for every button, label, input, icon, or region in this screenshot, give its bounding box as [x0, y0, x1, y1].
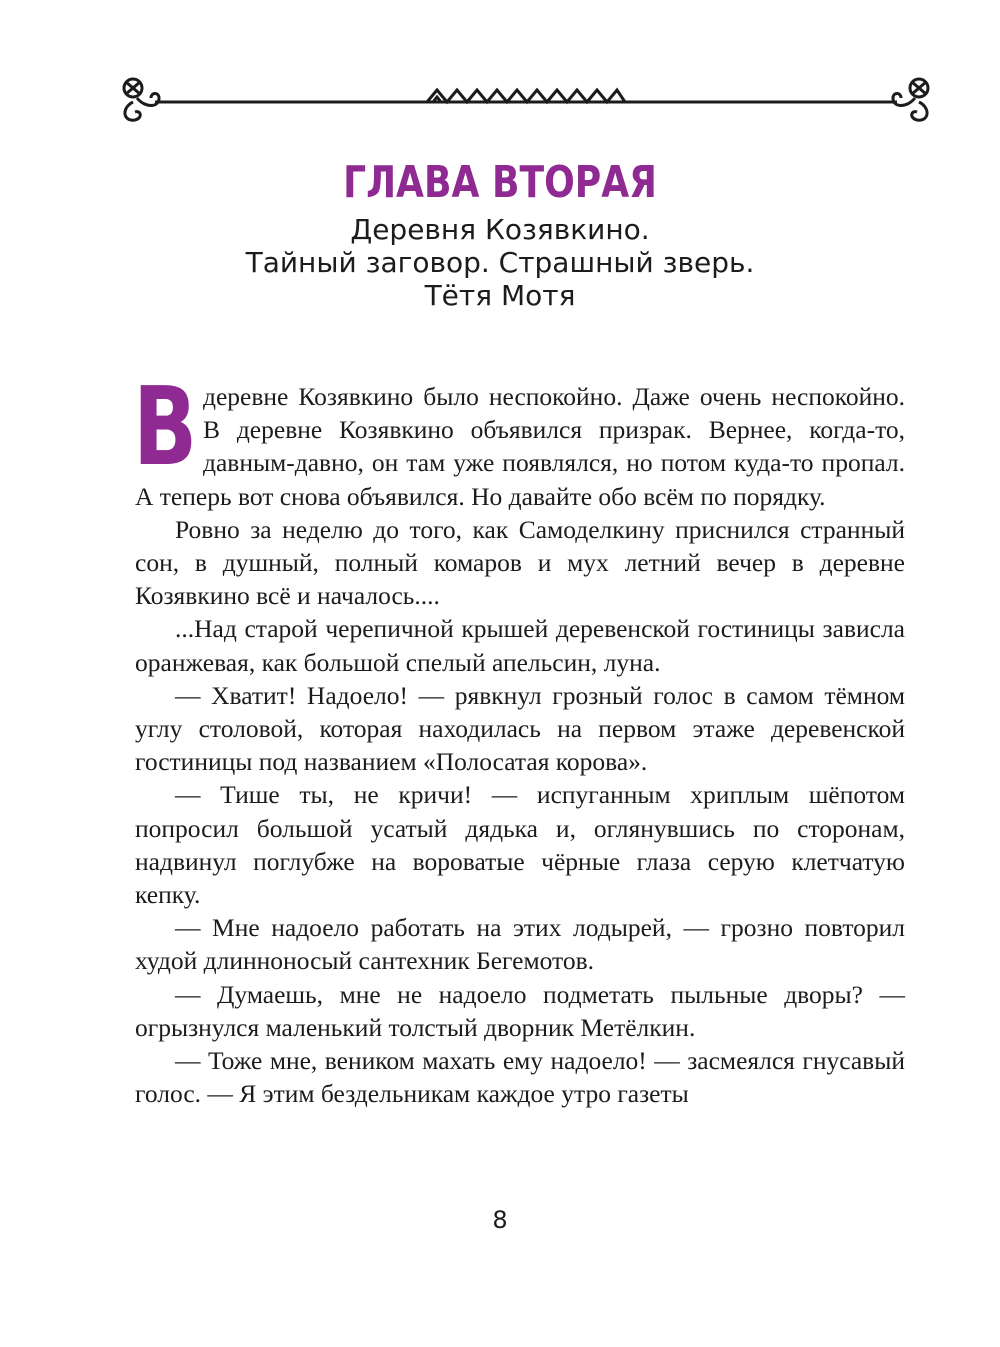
- chapter-subtitle: [0, 213, 1000, 312]
- paragraph-text: деревне Козявкино было неспокойно. Даже очень неспокойно. В деревне Козявкино объявился призрак. Вернее, когда-то, давным-давно, он там уже появлялся, но потом куда-то пропал. А теперь вот снова объявился. Но давайте обо всём по порядку.: [135, 382, 905, 511]
- paragraph: — Думаешь, мне не надоело подметать пыльные дворы? — огрызнулся маленький толстый дворник Метёлкин.: [135, 979, 905, 1042]
- subtitle-line: Тайный заговор. Страшный зверь.: [245, 246, 755, 279]
- left-flourish-icon: [124, 79, 159, 120]
- paragraph: — Мне надоело работать на этих лодырей, — грозно повторил худой длинноносый сантехник Бегемотов.: [135, 913, 905, 976]
- paragraph: ...Над старой черепичной крышей деревенской гостиницы зависла оранжевая, как большой спелый апельсин, луна.: [135, 614, 905, 677]
- right-flourish-icon: [893, 79, 928, 120]
- paragraph: — Тоже мне, веником махать ему надоело! — засмеялся гнусавый голос. — Я этим бездельникам каждое утро газеты: [135, 1046, 905, 1109]
- chapter-body: [133, 365, 905, 1110]
- chapter-title: ГЛАВА ВТОРАЯ: [343, 157, 657, 208]
- paragraph: — Хватит! Надоело! — рявкнул грозный голос в самом тёмном углу столовой, которая находилась на первом этаже деревенской гостиницы под названием «Полосатая корова».: [135, 680, 905, 777]
- paragraph: — Тише ты, не кричи! — испуганным хриплым шёпотом попросил большой усатый дядька и, оглянувшись по сторонам, надвинул поглубже на вороватые чёрные глаза серую клетчатую кепку.: [135, 780, 905, 910]
- page-number: 8: [492, 1206, 508, 1234]
- subtitle-line: Деревня Козявкино.: [350, 213, 650, 246]
- drop-cap: В: [133, 365, 198, 490]
- zigzag-ornament: [427, 90, 625, 102]
- subtitle-line: Тётя Мотя: [424, 279, 576, 312]
- paragraph: Ровно за неделю до того, как Самоделкину приснился странный сон, в душный, полный комаров и мух летний вечер в деревне Козявкино всё и началось....: [135, 514, 905, 611]
- paragraph: [133, 365, 905, 513]
- header-ornament: [115, 68, 937, 130]
